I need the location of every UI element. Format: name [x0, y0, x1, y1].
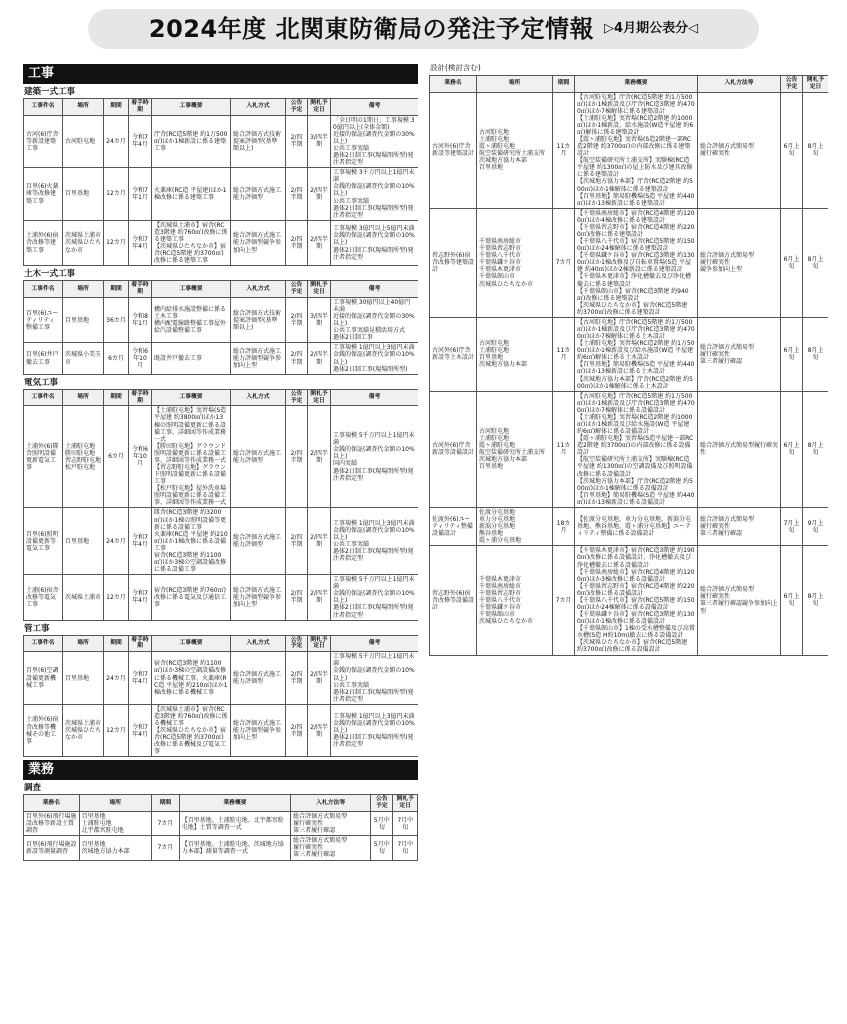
table-row	[24, 836, 418, 860]
column-header: 開札予定日	[308, 99, 331, 116]
section-header-services: 業務	[23, 760, 418, 780]
table-cell: 千葉県木更津市 千葉県南房総市 千葉県習志野市 千葉県八千代市 千葉県鎌ケ谷市 千葉県館山市 茨城県ひたちなか市	[477, 546, 553, 655]
table-cell: 総合評価方式簡易型 履行確実性 競争参加向上型	[698, 208, 781, 317]
table-cell: 3/四半期	[308, 297, 331, 342]
column-header: 場所	[63, 99, 104, 116]
table-cell: 工事規模 5千万円以上1億円未満 金銭的保証(調査代金額の10%以上) 国内実績 過体2日制工事(現場閉所型)発注者指定型	[331, 406, 419, 508]
column-header: 入札方式	[231, 635, 286, 652]
column-header: 入札方式	[231, 99, 286, 116]
table-cell: 工事規模 3億円以上5億円未満 金銭的保証(調査代金額の10%以上) 過体2日制工事(現場閉所型)発注者指定型	[331, 220, 419, 265]
table-cell: 総合評価方式技術提案評価型(基準額以上)	[231, 115, 286, 168]
table-cell: 2/四半期	[286, 297, 308, 342]
table-cell: 総合評価方式簡易型 履行確実性 第三者履行確認	[698, 317, 781, 391]
table-row	[24, 220, 419, 265]
table-cell: 百里(6)飛行場施設新設等測量調査	[24, 836, 80, 860]
table-cell: 【土浦駐屯地】実習場(S造 平屋建 約3800㎡)ほか13棟の照明設備更新に係る設備工事、詳細図等作成業務一式 【勝田駐屯地】グラウンド照明設備更新に係る設備工事、詳細図等作成業務一式 【習志野駐屯地】グラウンド照明設備更新に係る設備工事 【松戸駐屯地】屋外洗車場照明設備更新に係る設備工事、詳細図等作成業務一式	[152, 406, 231, 508]
table-cell: 2/四半期	[308, 168, 331, 221]
column-header: 場所	[63, 635, 104, 652]
table-cell: 24カ月	[104, 115, 129, 168]
table-cell: 【古河駐屯地】庁舎(RC造5階建 約1万500㎡)ほか1棟新設及び庁舎(RC造3階建 約4700㎡)ほか7棟解体に係る設備設計 【土浦駐屯地】実習場(RC造2階建 約1000㎡)ほか1棟新設及び給水施設(W造 平屋建 約6㎡)解体に係る設備設計 【霞ヶ浦駐屯地】実習場(S造平屋建一部RC造2階建 約3700㎡)の内部改修に係る設備設計 【航空装備研究所土浦支所】実験棟(RC造 平屋建 約1300㎡)の空調設備及び照明設備改修に係る設備設計 【茨城地方協力本部】庁舎(RC造2階建 約500㎡)ほか1棟解体に係る設備設計 【百里基地】簡易駐機場(S造 平屋建 約440㎡)ほか13棟新設に係る設備設計	[575, 391, 698, 507]
table-cell: 総合評価方式施工能力評価型競争参加向上型	[231, 575, 286, 620]
column-header: 場所	[79, 795, 151, 812]
table-cell: 工事規模 5千万円以上1億円未満 金銭的保証(調査代金額の10%以上) 公共工事実績 過体2日制工事(現場閉所型)発注者指定型	[331, 652, 419, 705]
table-cell: 古河外(6)庁舎新設等設備設計	[430, 391, 477, 507]
table-cell: 18カ月	[553, 507, 575, 545]
column-header: 期間	[104, 389, 129, 406]
table-cell: 佐渡分屯基地 車力分屯基地 新潟分屯基地 熊谷基地 霞ヶ浦分屯基地	[477, 507, 553, 545]
building-works-subtitle: 建築一式工事	[24, 87, 76, 97]
table-cell: 構内給排水施設整備に係る土木工事 構内配電線路整備工事屋外給汽設備整備工事	[152, 297, 231, 342]
table-cell: 総合評価方式施工能力評価型	[231, 652, 286, 705]
table-cell: 古河駐屯地	[63, 115, 104, 168]
table-cell: 2/四半期	[286, 343, 308, 374]
table-row	[430, 92, 829, 208]
table-cell: 7カ月	[553, 208, 575, 317]
table-cell: 古河駐屯地 土浦駐屯地 百里基地 茨城地方協力本部	[477, 317, 553, 391]
table-cell: 2/四半期	[308, 220, 331, 265]
column-header: 入札方法等	[291, 795, 371, 812]
column-header: 期間	[553, 75, 575, 92]
table-cell: 6カ月	[104, 406, 129, 508]
table-cell: 6月上旬	[781, 208, 803, 317]
table-cell: 庁舎(RC造5階建 約1万500㎡)ほか1棟新設に係る建築工事	[152, 115, 231, 168]
table-header-row	[24, 635, 419, 652]
table-cell: 工事規模 30億円以上40億円未満 近接的保証(調査代金額の30%以上) 公共工事実績見積活用方式 過体2日制工事	[331, 297, 419, 342]
table-cell: 3/四半期	[308, 115, 331, 168]
table-cell: 総合評価方式施工能力評価型	[231, 508, 286, 575]
table-cell: 7月中旬	[393, 812, 418, 836]
table-cell: 「全日明の1期日」工事規模 30億円以上(全体金額) 近接的保証(調査代金額の30%以上) 公共工事実績 過体2日制工事(現場閉所型)発注者指定型	[331, 115, 419, 168]
column-header: 場所	[63, 389, 104, 406]
table-cell: 茨城県小美玉市	[63, 343, 104, 374]
column-header: 入札方法等	[698, 75, 781, 92]
table-cell: 8月上旬	[803, 391, 829, 507]
column-header: 工事概要	[152, 389, 231, 406]
table-row	[24, 115, 419, 168]
table-cell: 百里(6)照明設備更新等電気工事	[24, 508, 63, 575]
table-cell: 2/四半期	[286, 575, 308, 620]
table-row	[430, 507, 829, 545]
table-cell: 総合評価方式簡易型履行確実性	[698, 391, 781, 507]
table-cell: 2/四半期	[286, 508, 308, 575]
column-header: 着手時期	[129, 281, 152, 298]
table-cell: 百里(6)井戸撤去工事	[24, 343, 63, 374]
table-cell: 総合評価方式施工能力評価型競争参加向上型	[231, 343, 286, 374]
table-cell: 2/四半期	[286, 220, 308, 265]
table-cell: 総合評価方式簡易型 履行確実性 第三者履行確認	[291, 812, 371, 836]
table-cell: 6月上旬	[781, 92, 803, 208]
table-cell: 5月中旬	[371, 836, 393, 860]
column-header: 公告予定	[286, 389, 308, 406]
table-cell: 百里基地	[63, 168, 104, 221]
table-row	[430, 546, 829, 655]
table-cell: 12カ月	[104, 168, 129, 221]
survey-table	[23, 794, 418, 860]
table-cell: 土浦外(6)宿舎改修等建築工事	[24, 220, 63, 265]
table-row	[24, 575, 419, 620]
table-cell: 2/四半期	[286, 168, 308, 221]
table-cell: 令和7年4月	[129, 220, 152, 265]
table-cell: 土浦外(6)隊舎照明設備更新電気工事	[24, 406, 63, 508]
column-header: 業務概要	[179, 795, 290, 812]
electrical-works-subtitle: 電気工事	[24, 377, 59, 388]
column-header: 工事件名	[24, 99, 63, 116]
civil-works-subtitle: 土木一式工事	[24, 269, 76, 280]
table-cell: 総合評価方式簡易型 履行確実性 第三者履行確認	[698, 507, 781, 545]
right-column	[429, 64, 828, 1019]
column-header: 公告予定	[286, 281, 308, 298]
table-cell: 7月中旬	[393, 836, 418, 860]
table-cell: 2/四半期	[308, 508, 331, 575]
table-cell: 古河外(6)庁舎新設等建築設計	[430, 92, 477, 208]
column-header: 期間	[104, 281, 129, 298]
table-cell: 12カ月	[104, 575, 129, 620]
table-cell: 隊舎(RC造3階建 約3200㎡)ほか1棟の照明設備等更新に係る設備工事 火薬庫(RC造 平屋建 約210㎡)ほか1棟改修に係る設備工事 宿舎(RC造3階建 約1100㎡)ほか3棟の空調設備改修に係る設備工事	[152, 508, 231, 575]
column-header: 公告予定	[371, 795, 393, 812]
table-cell: 36カ月	[104, 297, 129, 342]
table-cell: 百里基地	[63, 508, 104, 575]
table-cell: 令和7年4月	[129, 652, 152, 705]
table-cell: 令和7年4月	[129, 704, 152, 757]
table-cell: 【千葉県南房総市】宿舎(RC造4階建 約1200㎡)ほか4棟改修に係る建築設計 【千葉県習志野市】宿舎(RC造4階建 約2200㎡)改修に係る建築設計 【千葉県八千代市】宿舎(RC造5階建 約1500㎡)ほか24棟解体に係る建築設計 【千葉県鎌ケ谷市】宿舎(RC造3階建 約1300㎡)ほか1棟改修及び自転車置場(S造 平屋建 約40㎡)ほか2棟新設に係る建築設計 【千葉県木更津市】浄化槽撤去及び浄化槽撤去に係る建築設計 【千葉県館山市】宿舎(RC造3階建 約940㎡)改修に係る建築設計 【茨城県ひたちなか市】宿舎(RC造5階建 約3700㎡)改修に係る建築設計	[575, 208, 698, 317]
column-header: 工事件名	[24, 389, 63, 406]
table-cell: 6月上旬	[781, 317, 803, 391]
column-header: 場所	[63, 281, 104, 298]
table-cell: 8月上旬	[803, 317, 829, 391]
table-cell: 土浦外(6)宿舎改修等機械その他工事	[24, 704, 63, 757]
table-cell: 習志野外(6)宿舎改修等設備設計	[430, 546, 477, 655]
table-cell: 工事規模 1億円以上3億円未満 金銭的保証(調査代金額の10%以上) 公共工事実績 過体2日制工事(現場閉所型)発注者指定型	[331, 508, 419, 575]
table-cell: 茨城県土浦市	[63, 575, 104, 620]
piping-works-table	[23, 635, 418, 758]
table-cell: 百里基地 茨城地方協力本部	[79, 836, 151, 860]
column-header: 開札予定日	[803, 75, 829, 92]
building-works-table	[23, 98, 418, 266]
table-cell: 6月上旬	[781, 546, 803, 655]
table-cell: 習志野外(6)宿舎改修等建築設計	[430, 208, 477, 317]
table-cell: 令和7年4月	[129, 575, 152, 620]
period-tag: ▷4月期公表分◁	[604, 21, 699, 37]
table-cell: 百里基地	[63, 297, 104, 342]
table-cell: 令和7年1月	[129, 168, 152, 221]
table-cell: 2/四半期	[286, 406, 308, 508]
table-cell: 総合評価方式簡易型 履行確実性 第三者履行確認競争参加向上型	[698, 546, 781, 655]
page-title: 2024年度 北関東防衛局の発注予定情報	[148, 14, 595, 43]
column-header: 場所	[477, 75, 553, 92]
table-cell: 11カ月	[553, 317, 575, 391]
table-cell: 7カ月	[151, 812, 179, 836]
table-cell: 2/四半期	[308, 575, 331, 620]
table-cell: 2/四半期	[286, 115, 308, 168]
table-cell: 2/四半期	[308, 406, 331, 508]
table-cell: 2/四半期	[286, 652, 308, 705]
table-cell: 工事規模 1億円以上3億円未満 金銭的保証(調査代金額の10%以上) 過体2日制工事(現場閉所型)発注者指定型	[331, 704, 419, 757]
table-cell: 佐渡外(6)ユーティリティ整備設備設計	[430, 507, 477, 545]
table-row	[24, 343, 419, 374]
design-table	[429, 75, 828, 656]
table-cell: 宿舎(RC造3階建 約760㎡)改修に係る電気及び通信工事	[152, 575, 231, 620]
column-header: 期間	[104, 99, 129, 116]
table-cell: 【百里基地、土浦駐屯地、茨城地方協力本部】測量等調査一式	[179, 836, 290, 860]
column-header: 業務概要	[575, 75, 698, 92]
table-cell: 総合評価方式技術提案評価型(基準額以上)	[231, 297, 286, 342]
table-cell: 令和8年1月	[129, 297, 152, 342]
table-cell: 総合評価方式簡易型 履行確実性	[698, 92, 781, 208]
column-header: 業務名	[430, 75, 477, 92]
table-cell: 2/四半期	[286, 704, 308, 757]
table-row	[430, 317, 829, 391]
table-cell: 茨城県土浦市 茨城県ひたちなか市	[63, 704, 104, 757]
table-cell: 令和6年10月	[129, 343, 152, 374]
table-cell: 【茨城県土浦市】宿舎(RC造3階建 約760㎡)改修に係る機械工事 【茨城県ひたちなか市】宿舎(RC造5階建 約3700㎡)改修に係る機械及び電気工事	[152, 704, 231, 757]
table-row	[24, 812, 418, 836]
column-header: 入札方式	[231, 389, 286, 406]
table-cell: 【千葉県木更津市】宿舎(RC造3階建 約1900㎡)改修に係る設備設計、浄化槽撤去及び浄化槽撤去に係る設備設計 【千葉県南房総市】宿舎(RC造4階建 約1200㎡)ほか3棟改修に係る設備設計 【千葉県習志野市】宿舎(RC造4階建 約2200㎡)改修に係る設備設計 【千葉県八千代市】宿舎(RC造5階建 約1500㎡)ほか24棟解体に係る設備設計 【千葉県鎌ケ谷市】宿舎(RC造3階建 約1300㎡)ほか1棟改修に係る設備設計 【千葉県館山市】1棟の受水槽整備及び高置水槽(S造 H約10m)撤去に係る設備設計 【茨城県ひたちなか市】宿舎(RC造5階建 約3700㎡)改修に係る設備設計	[575, 546, 698, 655]
electrical-works-table	[23, 389, 418, 621]
table-cell: 7月上旬	[781, 507, 803, 545]
table-cell: 【古河駐屯地】庁舎(RC造5階建 約1万500㎡)ほか1棟新設及び庁舎(RC造3階建 約4700㎡)ほか7棟解体に係る土木設計 【土浦駐屯地】実習場(RC造2階建 約1万500㎡)ほか1棟新設及び給水施設(W造 平屋建 約6㎡)解体に係る土木設計 【百里基地】簡易駐機場(S造 平屋建 約440㎡)ほか13棟新設に係る土木設計 【茨城地方協力本部】庁舎(RC造2階建 約500㎡)ほか1棟解体に係る土木設計	[575, 317, 698, 391]
table-cell: 百里(6)ユーティリティ整備工事	[24, 297, 63, 342]
column-header: 公告予定	[286, 99, 308, 116]
table-row	[24, 652, 419, 705]
table-cell: 8月上旬	[803, 546, 829, 655]
table-cell: 古河外(6)庁舎新設等土木設計	[430, 317, 477, 391]
column-header: 公告予定	[781, 75, 803, 92]
table-cell: 11カ月	[553, 391, 575, 507]
table-cell: 令和7年4月	[129, 115, 152, 168]
column-header: 開札予定日	[308, 635, 331, 652]
table-cell: 6カ月	[104, 343, 129, 374]
column-header: 工事件名	[24, 635, 63, 652]
column-header: 開札予定日	[308, 281, 331, 298]
column-header: 着手時期	[129, 389, 152, 406]
table-cell: 8月上旬	[803, 92, 829, 208]
table-cell: 【古河駐屯地】庁舎(RC造5階建 約1万500㎡)ほか1棟新設及び庁舎(RC造3階建 約4700㎡)ほか7棟解体に係る建築設計 【土浦駐屯地】実習場(RC造2階建 約1000㎡)ほか1棟新設、給水施設(W造平屋建 約6㎡)解体に係る建築設計 【霞ヶ浦駐屯地】実習場(S造2階建一部RC造2階建 約3700㎡)の内部改修に係る建築設計 【航空装備研究所土浦支所】実験棟(RC造平屋建 約1300㎡)の屋上防水及び建具改修に係る建築設計 【茨城地方協力本部】庁舎(RC造2階建 約500㎡)ほか1棟解体に係る建築設計 【百里基地】簡易駐機場(S造 平屋建 約440㎡)ほか13棟新設に係る建築設計	[575, 92, 698, 208]
table-cell: 令和7年4月	[129, 508, 152, 575]
table-cell: 総合評価方式施工能力評価型競争参加向上型	[231, 704, 286, 757]
table-cell: 【佐渡分屯基地、車力分屯基地、新潟分屯基地、熊谷基地、霞ヶ浦分屯基地】ユーティリティ整備に係る設備設計	[575, 507, 698, 545]
table-cell: 【茨城県土浦市】宿舎(RC造3階建 約760㎡)改修に係る建築工事 【茨城県ひたちなか市】宿舎(RC造5階建 約3700㎡)改修に係る建築工事	[152, 220, 231, 265]
table-header-row	[24, 99, 419, 116]
column-header: 開札予定日	[393, 795, 418, 812]
table-cell: 百里基地	[63, 652, 104, 705]
table-row	[24, 508, 419, 575]
table-cell: 土浦駐屯地 勝田駐屯地 習志野駐屯地 松戸駐屯地	[63, 406, 104, 508]
table-cell: 千葉県南房総市 千葉県習志野市 千葉県八千代市 千葉県鎌ケ谷市 千葉県木更津市 千葉県館山市 茨城県ひたちなか市	[477, 208, 553, 317]
table-cell: 2/四半期	[308, 704, 331, 757]
table-cell: 総合評価方式施工能力評価型競争参加向上型	[231, 220, 286, 265]
left-column	[23, 64, 418, 1019]
column-header: 業務名	[24, 795, 80, 812]
survey-subtitle: 調査	[24, 783, 42, 794]
table-cell: 6月上旬	[781, 391, 803, 507]
table-cell: 百里(6)火薬庫等改修建築工事	[24, 168, 63, 221]
table-cell: 宿舎(RC造3階建 約1100㎡)ほか3棟の空調設備改修に係る機械工事、火薬庫(RC造 平屋建 約210㎡)ほか1棟改修に係る機械工事	[152, 652, 231, 705]
table-row	[430, 208, 829, 317]
table-cell: 総合評価方式施工能力評価型	[231, 406, 286, 508]
column-header: 備考	[331, 281, 419, 298]
table-cell: 工事規模 5千万円以上1億円未満 金銭的保証(調査代金額の10%以上) 過体2日制工事(現場閉所型)発注者指定型	[331, 575, 419, 620]
table-cell: 7カ月	[553, 546, 575, 655]
table-cell: 【百里基地、土浦駐屯地、北宇都宮駐屯地】土質等調査一式	[179, 812, 290, 836]
table-cell: 工事規模 3千万円以上1億円未満 金銭的保証(調査代金額の10%以上) 公共工事実績 過体2日制工事(現場閉所型)発注者指定型	[331, 168, 419, 221]
table-cell: 24カ月	[104, 508, 129, 575]
table-cell: 古河駐屯地 土浦駐屯地 霞ヶ浦駐屯地 航空装備研究所土浦支所 茨城地方協力本部 百里基地	[477, 92, 553, 208]
table-cell: 火薬庫(RC造 平屋建)ほか1棟改修に係る建築工事	[152, 168, 231, 221]
title-banner	[88, 9, 759, 49]
section-header-construction: 工事	[23, 64, 418, 84]
table-row	[24, 168, 419, 221]
column-header: 工事件名	[24, 281, 63, 298]
table-cell: 百里外(6)飛行場施設改修等新設土質調査	[24, 812, 80, 836]
column-header: 工事概要	[152, 635, 231, 652]
table-cell: 土浦(6)宿舎改修等電気工事	[24, 575, 63, 620]
column-header: 着手時期	[129, 99, 152, 116]
column-header: 着手時期	[129, 635, 152, 652]
column-header: 期間	[151, 795, 179, 812]
table-cell: 古河(6)庁舎等新設建築工事	[24, 115, 63, 168]
column-header: 備考	[331, 389, 419, 406]
table-cell: 2/四半期	[308, 652, 331, 705]
table-cell: 5月中旬	[371, 812, 393, 836]
column-header: 備考	[331, 99, 419, 116]
table-cell: 令和6年10月	[129, 406, 152, 508]
column-header: 入札方式	[231, 281, 286, 298]
column-header: 工事概要	[152, 99, 231, 116]
table-header-row	[430, 75, 829, 92]
table-cell: 8月上旬	[803, 208, 829, 317]
table-cell: 総合評価方式簡易型 履行確実性 第三者履行確認	[291, 836, 371, 860]
table-row	[24, 297, 419, 342]
table-row	[430, 391, 829, 507]
table-cell: 古河駐屯地 土浦駐屯地 霞ヶ浦駐屯地 航空装備研究所土浦支所 茨城地方協力本部 百里基地	[477, 391, 553, 507]
table-cell: 11カ月	[553, 92, 575, 208]
table-cell: 百里基地 土浦駐屯地 北宇都宮駐屯地	[79, 812, 151, 836]
column-header: 工事概要	[152, 281, 231, 298]
column-header: 備考	[331, 635, 419, 652]
table-cell: 茨城県土浦市 茨城県ひたちなか市	[63, 220, 104, 265]
table-cell: 12カ月	[104, 220, 129, 265]
table-cell: 9月上旬	[803, 507, 829, 545]
table-header-row	[24, 795, 418, 812]
table-cell: 総合評価方式施工能力評価型	[231, 168, 286, 221]
table-cell: 7カ月	[151, 836, 179, 860]
civil-works-table	[23, 280, 418, 374]
table-cell: 百里(6)空調設備更新機械工事	[24, 652, 63, 705]
table-header-row	[24, 281, 419, 298]
table-row	[24, 704, 419, 757]
table-header-row	[24, 389, 419, 406]
column-header: 期間	[104, 635, 129, 652]
table-cell: 2/四半期	[308, 343, 331, 374]
piping-works-subtitle: 管工事	[24, 623, 50, 634]
table-row	[24, 406, 419, 508]
table-cell: 12カ月	[104, 704, 129, 757]
design-subsection-title: 設計(検討含む)	[430, 64, 481, 72]
table-cell: 24カ月	[104, 652, 129, 705]
table-cell: 既設井戸撤去工事	[152, 343, 231, 374]
table-cell: 工事規模 1億円以上3億円未満 金銭的保証(調査代金額の10%以上) 過体2日制工事(現場閉所型)	[331, 343, 419, 374]
column-header: 公告予定	[286, 635, 308, 652]
column-header: 開札予定日	[308, 389, 331, 406]
